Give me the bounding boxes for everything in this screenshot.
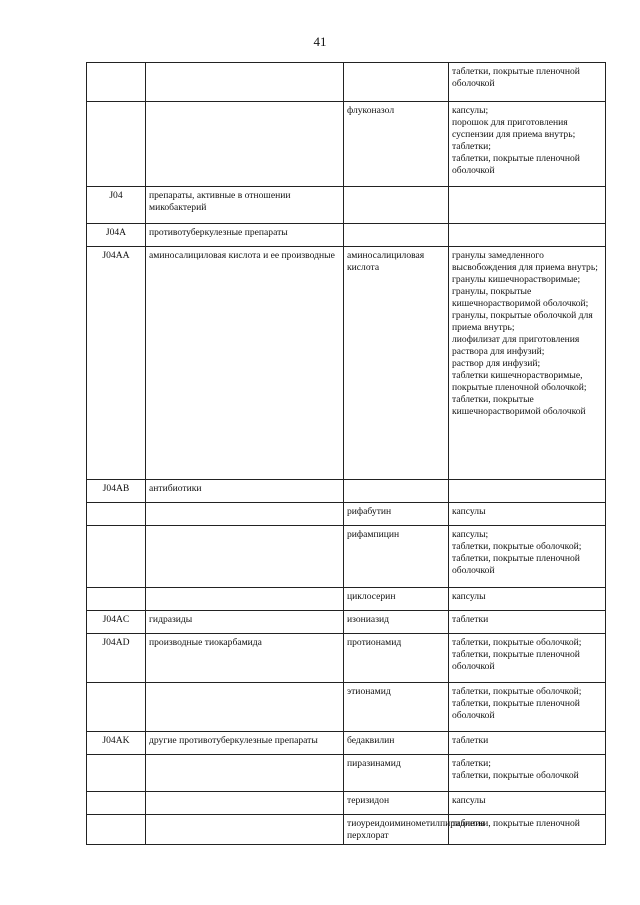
table-row [87,755,606,792]
table-row [87,503,606,526]
atc-code-cell: J04AC [87,611,146,634]
dosage-form-item: лиофилизат для приготовления раствора для инфузий; [452,334,580,357]
dosage-forms-cell [449,247,606,480]
dosage-form-item: капсулы; [452,105,489,116]
dosage-form-item: таблетки, покрытые пленочной оболочкой [452,153,580,176]
table-body [87,63,606,845]
dosage-forms-cell [449,588,606,611]
atc-code-cell: J04A [87,224,146,247]
dosage-forms-cell [449,611,606,634]
table-row [87,792,606,815]
group-name-cell [146,815,344,845]
atc-code-cell [87,102,146,187]
dosage-form-item: таблетки кишечнорастворимые, покрытые пленочной оболочкой; [452,370,587,393]
dosage-forms-cell [449,187,606,224]
dosage-form-item: таблетки, покрытые оболочкой; [452,686,582,697]
group-name-cell [146,102,344,187]
table-row [87,480,606,503]
table-row [87,634,606,683]
drug-name-cell: бедаквилин [344,732,449,755]
drug-name-cell: флуконазол [344,102,449,187]
atc-code-cell [87,588,146,611]
drug-name-cell: аминосалициловая кислота [344,247,449,480]
dosage-forms-cell [449,683,606,732]
drug-name-cell: изониазид [344,611,449,634]
dosage-form-item: таблетки, покрытые пленочной оболочкой [452,553,580,576]
dosage-form-item: таблетки, покрытые пленочной [452,818,580,829]
atc-code-cell: J04 [87,187,146,224]
dosage-forms-cell [449,792,606,815]
group-name-cell: гидразиды [146,611,344,634]
table-row [87,611,606,634]
group-name-cell: препараты, активные в отношении микобактерий [146,187,344,224]
table-row [87,247,606,480]
atc-code-cell [87,815,146,845]
drug-name-cell: циклосерин [344,588,449,611]
drug-name-cell: рифампицин [344,526,449,588]
table-row [87,588,606,611]
group-name-cell: производные тиокарбамида [146,634,344,683]
atc-code-cell: J04AK [87,732,146,755]
table-row [87,102,606,187]
dosage-form-item: таблетки; [452,758,491,769]
page-number: 41 [313,34,327,49]
group-name-cell: антибиотики [146,480,344,503]
atc-code-cell [87,755,146,792]
table-row [87,187,606,224]
drug-name-cell: протионамид [344,634,449,683]
atc-code-cell [87,683,146,732]
table-row [87,683,606,732]
group-name-cell [146,63,344,102]
dosage-forms-cell [449,815,606,845]
dosage-forms-cell [449,503,606,526]
drug-name-cell [344,224,449,247]
dosage-form-item: гранулы замедленного высвобождения для приема внутрь; [452,250,598,273]
drug-name-cell: рифабутин [344,503,449,526]
dosage-forms-cell [449,480,606,503]
group-name-cell [146,792,344,815]
dosage-form-item: капсулы [452,795,486,806]
group-name-cell: другие противотуберкулезные препараты [146,732,344,755]
atc-code-cell: J04AD [87,634,146,683]
dosage-form-item: таблетки, покрытые кишечнорастворимой оболочкой [452,394,586,417]
dosage-form-item: таблетки, покрытые пленочной оболочкой [452,698,580,721]
group-name-cell: противотуберкулезные препараты [146,224,344,247]
atc-code-cell [87,526,146,588]
dosage-form-item: гранулы, покрытые кишечнорастворимой оболочкой; [452,286,589,309]
group-name-cell [146,503,344,526]
table-row [87,732,606,755]
dosage-forms-cell [449,224,606,247]
table-row [87,224,606,247]
drug-name-cell [344,187,449,224]
drug-name-cell: теризидон [344,792,449,815]
atc-code-cell: J04AB [87,480,146,503]
atc-code-cell [87,503,146,526]
dosage-form-item: таблетки, покрытые оболочкой [452,770,579,781]
drug-name-cell [344,480,449,503]
drug-name-cell [344,63,449,102]
dosage-forms-cell [449,63,606,102]
dosage-forms-cell [449,634,606,683]
table-row [87,526,606,588]
dosage-form-item: гранулы кишечнорастворимые; [452,274,581,285]
dosage-form-item: таблетки; [452,141,491,152]
dosage-form-item: таблетки [452,735,489,746]
dosage-form-item: таблетки, покрытые пленочной оболочкой [452,66,580,89]
dosage-forms-cell [449,755,606,792]
dosage-form-item: гранулы, покрытые оболочкой для приема внутрь; [452,310,593,333]
drug-name-cell: тиоуреидоиминометилпиридиния перхлорат [344,815,449,845]
group-name-cell [146,683,344,732]
atc-code-cell [87,792,146,815]
atc-code-cell [87,63,146,102]
table-row [87,815,606,845]
dosage-form-item: раствор для инфузий; [452,358,541,369]
drug-name-cell: этионамид [344,683,449,732]
group-name-cell: аминосалициловая кислота и ее производные [146,247,344,480]
table-row [87,63,606,102]
dosage-form-item: порошок для приготовления суспензии для приема внутрь; [452,117,576,140]
dosage-form-item: капсулы [452,506,486,517]
group-name-cell [146,588,344,611]
dosage-form-item: таблетки [452,614,489,625]
dosage-form-item: таблетки, покрытые оболочкой; [452,637,582,648]
dosage-form-item: капсулы; [452,529,489,540]
dosage-form-item: таблетки, покрытые пленочной оболочкой [452,649,580,672]
atc-code-cell: J04AA [87,247,146,480]
dosage-form-item: таблетки, покрытые оболочкой; [452,541,582,552]
group-name-cell [146,755,344,792]
dosage-forms-cell [449,732,606,755]
drug-name-cell: пиразинамид [344,755,449,792]
dosage-forms-cell [449,102,606,187]
dosage-form-item: капсулы [452,591,486,602]
dosage-forms-cell [449,526,606,588]
medication-table [86,62,606,845]
group-name-cell [146,526,344,588]
